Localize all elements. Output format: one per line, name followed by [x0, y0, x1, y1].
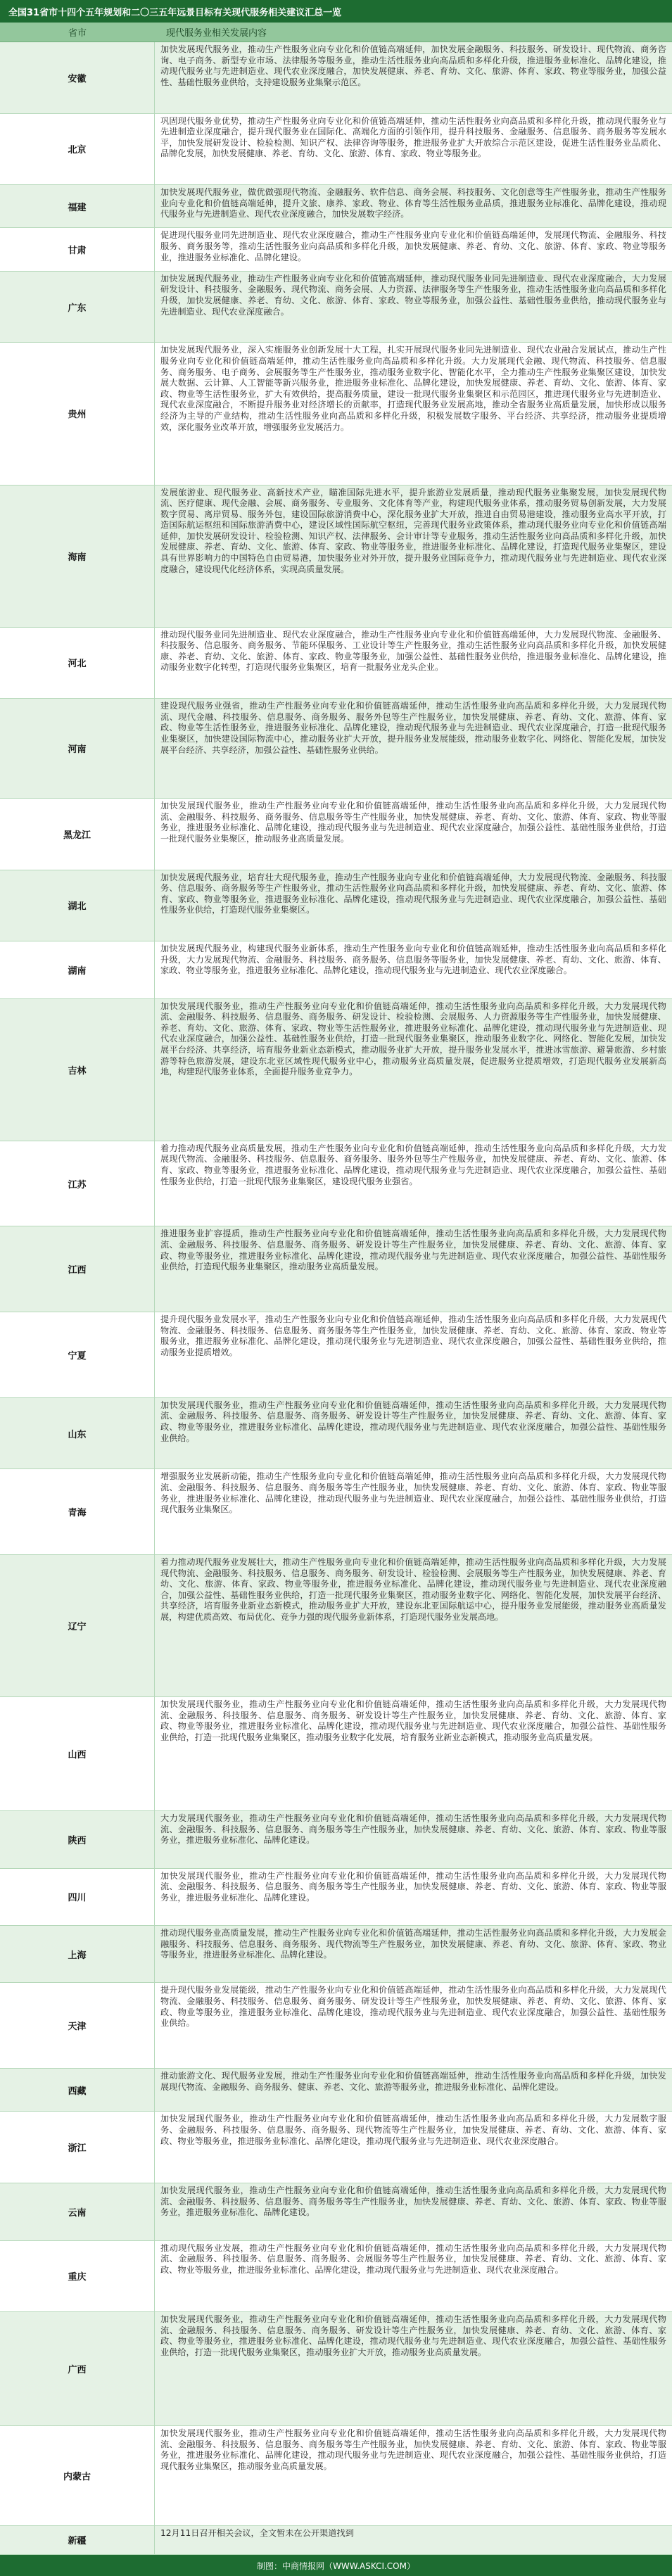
- content-cell: 推动现代服务业高质量发展，推动生产性服务业向专业化和价值链高端延伸，推动生活性服务业向高品质和多样化升级，大力发展金融服务、科技服务、信息服务、商务服务、现代物流等生产性服务业，加快发展健康、养老、育幼、文化、旅游、体育、家政、物业等服务业，推进服务业标准化、品牌化建设。: [160, 1928, 666, 1960]
- province-cell: 福建: [0, 185, 155, 227]
- table-row: [0, 2241, 672, 2313]
- table-row: [0, 272, 672, 343]
- table-row: [0, 2112, 672, 2183]
- province-cell: 宁夏: [0, 1312, 155, 1397]
- table-row: [0, 2069, 672, 2112]
- province-cell: 内蒙古: [0, 2426, 155, 2525]
- province-cell: 广西: [0, 2312, 155, 2425]
- content-cell: 加快发展现代服务业，培育壮大现代服务业，推动生产性服务业向专业化和价值链高端延伸，大力发展现代物流、金融服务、科技服务、信息服务、商务服务等生产性服务业，推动生活性服务业向高品质和多样化升级，加快发展健康、养老、育幼、文化、旅游、体育、家政、物业等服务业，推进服务业标准化、品牌化建设，推动现代服务业与先进制造业、现代农业深度融合，加强公益性、基础性服务业供给，打造现代服务业集聚区。: [160, 872, 666, 915]
- table-row: [0, 799, 672, 870]
- province-cell: 山东: [0, 1398, 155, 1469]
- province-cell: 青海: [0, 1469, 155, 1554]
- content-cell: 建设现代服务业强省，推动生产性服务业向专业化和价值链高端延伸，推动生活性服务业向高品质和多样化升级，大力发展现代物流、现代金融、科技服务、信息服务、商务服务、服务外包等生产性服务业，加快发展健康、养老、育幼、文化、旅游、体育、家政、物业等生活性服务业，推进服务业标准化、品牌化建设，推动现代服务业与先进制造业、现代农业深度融合，打造一批现代服务业集聚区，加快建设国际物流中心，推动服务业扩大开放，提升服务业发展能级，推动服务业数字化、网络化、智能化发展，加快发展平台经济、共享经济，加强公益性、基础性服务业供给。: [160, 701, 666, 755]
- content-cell: 加快发展现代服务业，推动生产性服务业向专业化和价值链高端延伸，推动生活性服务业向高品质和多样化升级，大力发展现代物流、金融服务、科技服务、商务服务、信息服务等生产性服务业，加快发展健康、养老、育幼、文化、旅游、体育、家政、物业等服务业，推进服务业标准化、品牌化建设，推动现代服务业与先进制造业、现代农业深度融合，加强公益性、基础性服务业供给，打造一批现代服务业集聚区，推动服务业高质量发展。: [160, 801, 666, 844]
- table-row: [0, 1555, 672, 1697]
- table-row: [0, 1398, 672, 1470]
- table-row: [0, 999, 672, 1141]
- province-cell: 湖北: [0, 870, 155, 941]
- content-cell: 加快发展现代服务业，推动生产性服务业向专业化和价值链高端延伸，推动现代服务业同先进制造业、现代农业深度融合，大力发展研发设计、科技服务、金融服务、现代物流、商务会展、人力资源、法律服务等生产性服务业，推动生活性服务业向高品质和多样化升级，加快发展健康、养老、育幼、文化、旅游、体育、家政、物业等服务业，加强公益性、基础性服务业供给，推动现代服务业与先进制造业、现代农业深度融合。: [160, 273, 666, 317]
- content-cell: 促进现代服务业同先进制造业、现代农业深度融合，推动生产性服务业向专业化和价值链高端延伸，发展现代物流、金融服务、科技服务、商务服务等，推动生活性服务业向高品质和多样化升级，加快发展健康、养老、育幼、文化、旅游、体育、家政、物业等服务业，推进服务业标准化、品牌化建设。: [160, 230, 666, 262]
- table-row: [0, 1697, 672, 1811]
- table-header: [0, 23, 672, 42]
- table-row: [0, 2312, 672, 2426]
- content-cell: 大力发展现代服务业，推动生产性服务业向专业化和价值链高端延伸，推动生活性服务业向高品质和多样化升级，大力发展现代物流、金融服务、科技服务、信息服务、商务服务等生产性服务业，加快发展健康、养老、育幼、文化、旅游、体育、家政、物业等服务业，推进服务业标准化、品牌化建设。: [160, 1813, 666, 1846]
- table-row: [0, 699, 672, 799]
- table-row: [0, 2526, 672, 2555]
- content-cell: 提升现代服务业发展水平，推动生产性服务业向专业化和价值链高端延伸，推动生活性服务业向高品质和多样化升级，大力发展现代物流、金融服务、科技服务、信息服务、商务服务等生产性服务业，加快发展健康、养老、育幼、文化、旅游、体育、家政、物业等服务业，推进服务业标准化、品牌化建设，推动现代服务业与先进制造业、现代农业深度融合，加强公益性、基础性服务业供给，推动服务业提质增效。: [160, 1314, 666, 1357]
- table-row: [0, 42, 672, 114]
- content-cell: 推动现代服务业同先进制造业、现代农业深度融合，推动生产性服务业向专业化和价值链高端延伸，大力发展现代物流、金融服务、科技服务、信息服务、商务服务、节能环保服务、工业设计等生产性服务业，推动生活性服务业向高品质和多样化升级，加快发展健康、养老、育幼、文化、旅游、体育、家政、物业等服务业，加强公益性、基础性服务业供给，推进服务业标准化、品牌化建设，推动服务业数字化转型，打造现代服务业集聚区，培育一批服务业龙头企业。: [160, 629, 666, 673]
- content-cell: 着力推动现代服务业发展壮大，推动生产性服务业向专业化和价值链高端延伸，推动生活性服务业向高品质和多样化升级，大力发展现代物流、金融服务、科技服务、信息服务、商务服务、研发设计、检验检测、会展服务等生产性服务业，加快发展健康、养老、育幼、文化、旅游、体育、家政、物业等服务业，推进服务业标准化、品牌化建设，推动现代服务业与先进制造业、现代农业深度融合，加强公益性、基础性服务业供给，打造一批现代服务业集聚区，推动服务业数字化、网络化、智能化发展，加快发展平台经济、共享经济，培育服务业新业态新模式，推动服务业扩大开放，建设东北亚国际航运中心，提升服务业发展能级，推动服务业高质量发展，构建优质高效、布局优化、竞争力强的现代服务业新体系，打造现代服务业发展高地。: [160, 1557, 666, 1623]
- table-row: [0, 1983, 672, 2069]
- content-cell: 加快发展现代服务业，推动生产性服务业向专业化和价值链高端延伸，加快发展金融服务、科技服务、研发设计、现代物流、商务咨询、电子商务、新型专业市场、法律服务等服务业，推动生活性服务业向高品质和多样化升级，推进服务业标准化、品牌化建设，推动现代服务业与先进制造业、现代农业深度融合，加快发展健康、养老、育幼、文化、旅游、体育、家政、物业等服务业，加强公益性、基础性服务业供给，支持建设服务业集聚示范区。: [160, 44, 666, 87]
- content-cell: 提升现代服务业发展能级，推动生产性服务业向专业化和价值链高端延伸，推动生活性服务业向高品质和多样化升级，大力发展现代物流、金融服务、科技服务、信息服务、商务服务、研发设计等生产性服务业，加快发展健康、养老、育幼、文化、旅游、体育、家政、物业等服务业，推进服务业标准化、品牌化建设，推动现代服务业与先进制造业、现代农业深度融合，加强公益性、基础性服务业供给。: [160, 1985, 666, 2029]
- province-cell: 新疆: [0, 2526, 155, 2554]
- content-cell: 加快发展现代服务业，构建现代服务业新体系，推动生产性服务业向专业化和价值链高端延伸，推动生活性服务业向高品质和多样化升级，大力发展现代物流、金融服务、科技服务、商务服务、信息服务等服务业，加快发展健康、养老、育幼、文化、旅游、体育、家政、物业等服务业，推进服务业标准化、品牌化建设，推动现代服务业与先进制造业、现代农业深度融合。: [160, 944, 666, 976]
- content-cell: 加快发展现代服务业，推动生产性服务业向专业化和价值链高端延伸，推动生活性服务业向高品质和多样化升级，大力发展现代物流、金融服务、科技服务、信息服务、商务服务、研发设计等生产性服务业，加快发展健康、养老、育幼、文化、旅游、体育、家政、物业等服务业，推进服务业标准化、品牌化建设，推动现代服务业与先进制造业、现代农业深度融合，加强公益性、基础性服务业供给，打造一批现代服务业集聚区，推动服务业数字化发展，培育服务业新业态新模式，推动服务业高质量发展。: [160, 1699, 666, 1742]
- province-cell: 甘肃: [0, 228, 155, 270]
- content-cell: 巩固现代服务业优势，推动生产性服务业向专业化和价值链高端延伸，推动生活性服务业向高品质和多样化升级，推动现代服务业与先进制造业深度融合，提升现代服务业在国际化、高端化方面的引领作用，提升科技服务、金融服务、信息服务、商务服务等发展水平，加快发展研发设计、检验检测、知识产权、法律咨询等服务，推进服务业扩大开放综合示范区建设，促进生活性服务业品质化、品牌化发展，加快发展健康、养老、育幼、文化、旅游、体育、家政、物业等服务业。: [160, 115, 666, 159]
- province-cell: 西藏: [0, 2069, 155, 2111]
- table-row: [0, 1869, 672, 1926]
- page-title: 全国31省市十四个五年规划和二〇三五年远景目标有关现代服务相关建议汇总一览: [0, 0, 672, 23]
- province-cell: 湖南: [0, 941, 155, 998]
- table-row: [0, 185, 672, 228]
- province-cell: 云南: [0, 2183, 155, 2240]
- table-row: [0, 2183, 672, 2240]
- table-row: [0, 1926, 672, 1983]
- content-cell: 加快发展现代服务业，推动生产性服务业向专业化和价值链高端延伸，推动生活性服务业向高品质和多样化升级，大力发展现代物流、金融服务、科技服务、信息服务、商务服务等生产性服务业，加快发展健康、养老、育幼、文化、旅游、体育、家政、物业等服务业，推进服务业标准化、品牌化建设，推动现代服务业与先进制造业、现代农业深度融合，加强公益性、基础性服务业供给，打造现代服务业集聚区，推动服务业高质量发展。: [160, 2428, 666, 2471]
- table-row: [0, 1469, 672, 1555]
- content-cell: 着力推动现代服务业高质量发展，推动生产性服务业向专业化和价值链高端延伸，推动生活性服务业向高品质和多样化升级，大力发展现代物流、金融服务、科技服务、信息服务、商务服务、服务外包等生产性服务业，加快发展健康、养老、育幼、文化、旅游、体育、家政、物业等服务业，推进服务业标准化、品牌化建设，推动现代服务业与先进制造业、现代农业深度融合，加强公益性、基础性服务业供给，打造一批现代服务业集聚区，建设现代服务业强省。: [160, 1143, 666, 1186]
- province-cell: 广东: [0, 272, 155, 343]
- content-cell: 发展旅游业、现代服务业、高新技术产业，瞄准国际先进水平，提升旅游业发展质量，推动现代服务业集聚发展，加快发展现代物流、医疗健康、现代金融、会展、商务服务、专业服务、文化体育等产业，构建现代服务业体系，推动服务贸易创新发展，大力发展数字贸易、离岸贸易、服务外包，建设国际旅游消费中心，深化服务业扩大开放，推进自由贸易港建设，推动服务业高水平开放，打造国际航运枢纽和国际旅游消费中心，建设区域性国际航空枢纽，完善现代服务业政策体系，推动现代服务业向专业化和价值链高端延伸，加快发展研发设计、检验检测、知识产权、法律服务、会计审计等专业服务，推动生活性服务业向高品质和多样化升级，加快发展健康、养老、育幼、文化、旅游、体育、家政、物业等服务业，推进服务业标准化、品牌化建设，打造现代服务业集聚区，建设具有世界影响力的中国特色自由贸易港，加快服务业对外开放，提升服务业国际竞争力，推动现代服务业与先进制造业、现代农业深度融合，建设现代化经济体系，实现高质量发展。: [160, 487, 666, 574]
- province-cell: 山西: [0, 1697, 155, 1810]
- province-cell: 河北: [0, 628, 155, 699]
- province-cell: 河南: [0, 699, 155, 798]
- content-column-header: 现代服务业相关发展内容: [166, 28, 267, 39]
- content-cell: 加快发展现代服务业，推动生产性服务业向专业化和价值链高端延伸，推动生活性服务业向高品质和多样化升级，大力发展现代物流、金融服务、科技服务、信息服务、商务服务、研发设计等生产性服务业，加快发展健康、养老、育幼、文化、旅游、体育、家政、物业等服务业，推进服务业标准化、品牌化建设，推动现代服务业与先进制造业、现代农业深度融合，加强公益性、基础性服务业供给。: [160, 1400, 666, 1443]
- province-column-header: 省市: [68, 28, 87, 39]
- table-row: [0, 1811, 672, 1868]
- province-cell: 海南: [0, 486, 155, 627]
- table-body: [0, 42, 672, 2555]
- table-row: [0, 2426, 672, 2526]
- content-cell: 加快发展现代服务业，做优做强现代物流、金融服务、软件信息、商务会展、科技服务、文化创意等生产性服务业，推动生产性服务业向专业化和价值链高端延伸，提升文旅、康养、家政、物业、体育等生活性服务业品质，推进服务业标准化、品牌化建设，推动现代服务业与先进制造业、现代农业深度融合，加快发展数字经济。: [160, 187, 666, 220]
- table-row: [0, 343, 672, 485]
- province-cell: 辽宁: [0, 1555, 155, 1696]
- province-cell: 吉林: [0, 999, 155, 1141]
- province-cell: 江苏: [0, 1141, 155, 1226]
- table-row: [0, 1226, 672, 1312]
- table-row: [0, 114, 672, 186]
- content-cell: 增强服务业发展新动能，推动生产性服务业向专业化和价值链高端延伸，推动生活性服务业向高品质和多样化升级，大力发展现代物流、金融服务、科技服务、信息服务、商务服务等生产性服务业，加快发展健康、养老、育幼、文化、旅游、体育、家政、物业等服务业，推进服务业标准化、品牌化建设，推动现代服务业与先进制造业、现代农业深度融合，加强公益性、基础性服务业供给，打造现代服务业集聚区。: [160, 1471, 666, 1515]
- content-cell: 推进服务业扩容提质，推动生产性服务业向专业化和价值链高端延伸，推动生活性服务业向高品质和多样化升级，大力发展现代物流、金融服务、科技服务、信息服务、商务服务、研发设计等生产性服务业，加快发展健康、养老、育幼、文化、旅游、体育、家政、物业等服务业，推进服务业标准化、品牌化建设，推动现代服务业与先进制造业、现代农业深度融合，加强公益性、基础性服务业供给，打造现代服务业集聚区，推动服务业高质量发展。: [160, 1229, 666, 1272]
- content-cell: 加快发展现代服务业，推动生产性服务业向专业化和价值链高端延伸，推动生活性服务业向高品质和多样化升级，大力发展现代物流、金融服务、科技服务、信息服务、商务服务等生产性服务业，加快发展健康、养老、育幼、文化、旅游、体育、家政、物业等服务业，推进服务业标准化、品牌化建设。: [160, 1870, 666, 1903]
- table-row: [0, 941, 672, 998]
- content-cell: 加快发展现代服务业，推动生产性服务业向专业化和价值链高端延伸，推动生活性服务业向高品质和多样化升级，大力发展现代物流、金融服务、科技服务、信息服务、商务服务、研发设计等生产性服务业，加快发展健康、养老、育幼、文化、旅游、体育、家政、物业等服务业，推进服务业标准化、品牌化建设，推动现代服务业与先进制造业、现代农业深度融合，加强公益性、基础性服务业供给，打造一批现代服务业集聚区，推动服务业扩大开放，推动服务业高质量发展。: [160, 2314, 666, 2357]
- content-cell: 加快发展现代服务业，推动生产性服务业向专业化和价值链高端延伸，推动生活性服务业向高品质和多样化升级，大力发展现代物流、金融服务、科技服务、信息服务、商务服务等生产性服务业，加快发展健康、养老、育幼、文化、旅游、体育、家政、物业等服务业，推进服务业标准化、品牌化建设。: [160, 2185, 666, 2218]
- province-cell: 上海: [0, 1926, 155, 1982]
- content-cell: 推动旅游文化、现代服务业发展，推动生产性服务业向专业化和价值链高端延伸，推动生活性服务业向高品质和多样化升级，加快发展现代物流、金融服务、商务服务、健康、养老、文化、旅游等服务业，推进服务业标准化、品牌化建设。: [160, 2071, 666, 2092]
- table-row: [0, 1312, 672, 1398]
- province-cell: 贵州: [0, 343, 155, 484]
- province-cell: 安徽: [0, 42, 155, 113]
- table-row: [0, 486, 672, 628]
- province-cell: 北京: [0, 114, 155, 185]
- province-cell: 江西: [0, 1226, 155, 1312]
- content-cell: 加快发展现代服务业，推动生产性服务业向专业化和价值链高端延伸，推动生活性服务业向高品质和多样化升级，大力发展数字服务、金融服务、科技服务、信息服务、商务服务、现代物流等生产性服务业，加快发展健康、养老、育幼、文化、旅游、体育、家政、物业等服务业，推进服务业标准化、品牌化建设，推动现代服务业与先进制造业、现代农业深度融合。: [160, 2114, 666, 2146]
- table-row: [0, 1141, 672, 1227]
- province-cell: 陕西: [0, 1811, 155, 1867]
- source-footer: 制图：中商情报网（WWW.ASKCI.COM）: [0, 2555, 672, 2576]
- province-cell: 天津: [0, 1983, 155, 2068]
- province-cell: 四川: [0, 1869, 155, 1925]
- province-cell: 浙江: [0, 2112, 155, 2183]
- province-cell: 重庆: [0, 2241, 155, 2312]
- table-row: [0, 628, 672, 699]
- province-cell: 黑龙江: [0, 799, 155, 870]
- content-cell: 加快发展现代服务业，深入实施服务业创新发展十大工程，扎实开展现代服务业同先进制造业、现代农业融合发展试点，推动生产性服务业向专业化和价值链高端延伸，推动生活性服务业向高品质和多样化升级。大力发展现代金融、现代物流、科技服务、信息服务、商务服务、电子商务、会展服务等生产性服务业，推动服务业数字化、智能化水平，全力推动生产性服务业集聚区建设，加快发展大数据、云计算、人工智能等新兴服务业，推进服务业标准化、品牌化建设，加快发展健康、养老、育幼、文化、旅游、体育、家政、物业等生活性服务业，扩大有效供给，提高服务质量，建设一批现代服务业集聚区和示范园区，推进现代服务业与先进制造业、现代农业深度融合，不断提升服务业对经济增长的贡献率，打造现代服务业发展高地，推动全省服务业高质量发展，加快形成以服务经济为主导的产业结构，推动生活性服务业向高品质和多样化升级，积极发展数字服务、平台经济、共享经济，推动服务业提质增效，深化服务业改革开放，增强服务业发展活力。: [160, 345, 666, 432]
- table-row: [0, 870, 672, 942]
- table-row: [0, 228, 672, 271]
- content-cell: 加快发展现代服务业，推动生产性服务业向专业化和价值链高端延伸，推动生活性服务业向高品质和多样化升级，大力发展现代物流、金融服务、科技服务、信息服务、商务服务、研发设计、检验检测、会展服务、人力资源服务等生产性服务业，加快发展健康、养老、育幼、文化、旅游、体育、家政、物业等生活性服务业，推进服务业标准化、品牌化建设，推动现代服务业与先进制造业、现代农业深度融合，加强公益性、基础性服务业供给，打造一批现代服务业集聚区，推动服务业数字化、网络化、智能化发展，加快发展平台经济、共享经济，培育服务业新业态新模式，推动服务业扩大开放，提升服务业发展水平，推进冰雪旅游、避暑旅游、乡村旅游等特色旅游发展，建设东北亚区域性现代服务业中心，推动服务业高质量发展，促进服务业提质增效，打造现代服务业发展新高地，构建现代服务业体系，全面提升服务业竞争力。: [160, 1001, 666, 1077]
- content-cell: 推动现代服务业发展，推动生产性服务业向专业化和价值链高端延伸，推动生活性服务业向高品质和多样化升级，大力发展现代物流、金融服务、科技服务、信息服务、商务服务、会展服务等生产性服务业，加快发展健康、养老、育幼、文化、旅游、体育、家政、物业等服务业，推进服务业标准化、品牌化建设，推动现代服务业与先进制造业、现代农业深度融合。: [160, 2242, 666, 2275]
- content-cell: 12月11日召开相关会议，全文暂未在公开渠道找到: [160, 2527, 354, 2538]
